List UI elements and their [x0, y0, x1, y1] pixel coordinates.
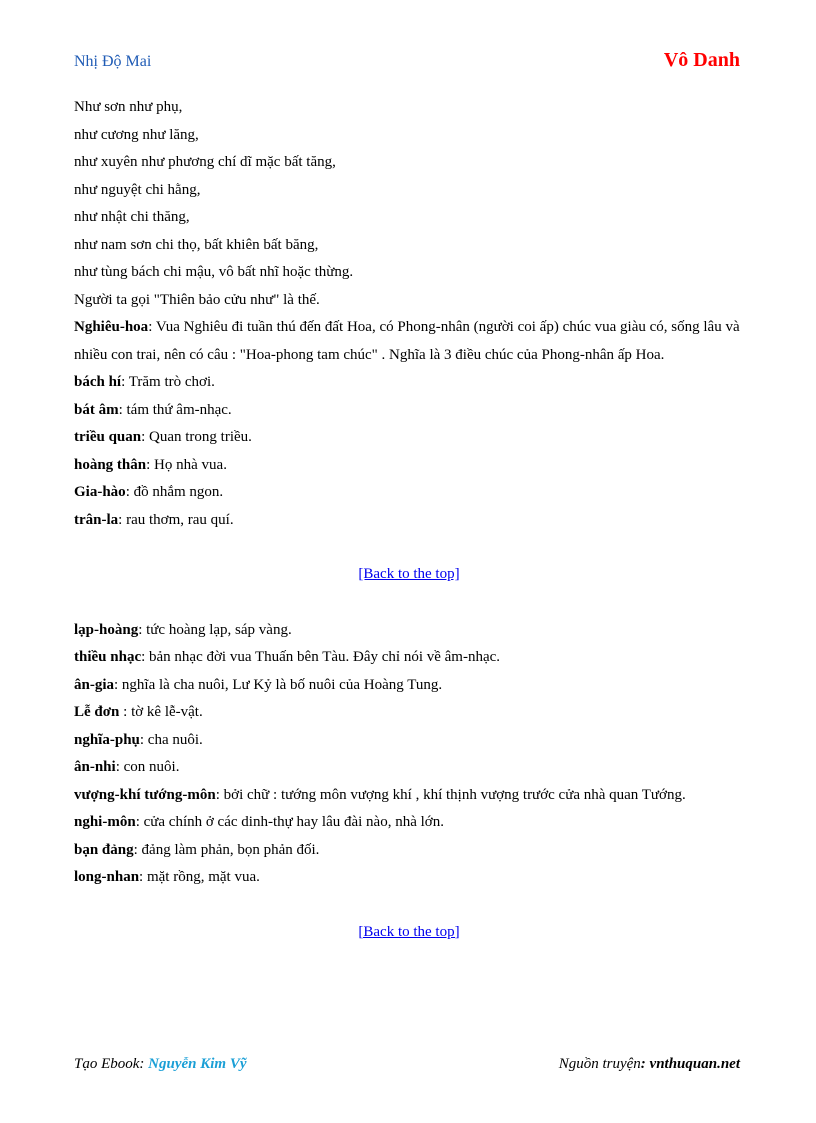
poem-line: như tùng bách chi mậu, vô bất nhĩ hoặc thừng.	[74, 264, 354, 280]
glossary-definition: : bởi chữ : tướng môn vượng khí , khí thịnh vượng trước cửa nhà quan Tướng.	[215, 786, 686, 803]
glossary-definition: : mặt rồng, mặt vua.	[139, 869, 260, 885]
glossary-entry	[74, 672, 744, 700]
poem-line: như nam sơn chi thọ, bất khiên bất băng,	[74, 236, 319, 253]
glossary-definition: : tờ kê lễ-vật.	[119, 704, 203, 720]
glossary-definition: : cửa chính ở các dinh-thự hay lâu đài nào, nhà lớn.	[135, 814, 444, 830]
glossary-term: ân-nhi	[74, 759, 116, 775]
glossary-entry	[74, 507, 744, 535]
glossary-definition: : cha nuôi.	[139, 731, 203, 748]
glossary-term: long-nhan	[74, 869, 140, 885]
glossary-term: ân-gia	[74, 676, 115, 693]
glossary-definition: : Vua Nghiêu đi tuần thú đến đất Hoa, có Phong-nhân (người coi ấp) chúc vua giàu có, sống lâu và nhiều con trai, nên có câu : "Hoa-phong tam chúc" . Nghĩa là 3 điều chúc của Phong-nhân ấp Hoa.	[74, 319, 740, 363]
glossary-entry	[74, 837, 744, 865]
glossary-entry	[74, 369, 744, 397]
glossary-definition: : Trăm trò chơi.	[121, 374, 215, 390]
back-to-top-container	[74, 919, 744, 947]
poem-line: như cương như lăng,	[74, 126, 199, 143]
footer-ebook-credit	[74, 1056, 247, 1073]
glossary-definition: : tám thứ âm-nhạc.	[118, 401, 232, 418]
glossary-term: Lễ đơn	[74, 704, 120, 720]
back-to-top-link[interactable]: [Back to the top]	[358, 923, 460, 940]
glossary-term: trân-la	[74, 511, 119, 528]
document-body	[74, 94, 744, 946]
footer-source-site: vnthuquan.net	[649, 1056, 740, 1072]
glossary-term: bát âm	[74, 401, 119, 418]
footer-source-credit	[559, 1056, 740, 1073]
glossary-term: bạn đảng	[74, 841, 134, 858]
glossary-entry	[74, 864, 744, 892]
footer-separator: :	[640, 1056, 650, 1072]
glossary-entry	[74, 727, 744, 755]
glossary-definition: : Quan trong triều.	[141, 429, 252, 445]
poem-line: Như sơn như phụ,	[74, 99, 183, 115]
glossary-definition: : bản nhạc đời vua Thuấn bên Tàu. Đây chỉ nói về âm-nhạc.	[141, 649, 501, 665]
back-to-top-link[interactable]: [Back to the top]	[358, 566, 460, 582]
glossary-entry	[74, 424, 744, 452]
glossary-term: Nghiêu-hoa	[74, 319, 149, 335]
glossary-entry	[74, 699, 744, 727]
glossary-entry	[74, 617, 744, 645]
header-book-title: Nhị Độ Mai	[74, 53, 152, 70]
glossary-term: lạp-hoàng	[74, 621, 139, 638]
glossary-definition: : đồ nhắm ngon.	[125, 484, 224, 500]
glossary-definition: : nghĩa là cha nuôi, Lư Kỷ là bố nuôi của Hoàng Tung.	[114, 676, 443, 693]
glossary-entry	[74, 397, 744, 425]
header-author: Vô Danh	[663, 49, 740, 71]
glossary-entry	[74, 314, 744, 369]
glossary-definition: : đảng làm phản, bọn phản đối.	[133, 841, 320, 858]
glossary-term: nghĩa-phụ	[74, 731, 140, 748]
glossary-section-2	[74, 617, 744, 892]
glossary-definition: : rau thơm, rau quí.	[118, 511, 234, 528]
footer-separator: :	[139, 1056, 149, 1072]
glossary-term: bách hí	[74, 374, 122, 390]
glossary-entry	[74, 479, 744, 507]
poem-line: Người ta gọi "Thiên bảo cửu như" là thế.	[74, 291, 320, 308]
back-to-top-container	[74, 561, 744, 589]
glossary-term: triều quan	[74, 429, 142, 445]
footer-ebook-label: Tạo Ebook	[74, 1056, 140, 1072]
glossary-definition: : tức hoàng lạp, sáp vàng.	[138, 621, 292, 638]
glossary-term: hoàng thân	[74, 456, 147, 473]
glossary-definition: : con nuôi.	[115, 759, 180, 775]
glossary-entry	[74, 754, 744, 782]
glossary-term: vượng-khí tướng-môn	[74, 786, 216, 803]
poem-line: như nguyệt chi hằng,	[74, 181, 201, 198]
glossary-entry	[74, 809, 744, 837]
glossary-entry	[74, 644, 744, 672]
glossary-entry	[74, 782, 744, 810]
footer-ebook-author: Nguyễn Kim Vỹ	[148, 1056, 247, 1072]
footer-source-label: Nguồn truyện	[558, 1056, 641, 1072]
glossary-term: thiều nhạc	[74, 649, 142, 665]
glossary-section-1	[74, 314, 744, 534]
poem-block	[74, 94, 744, 314]
poem-line: như nhật chi thăng,	[74, 209, 190, 225]
glossary-term: Gia-hào	[74, 484, 126, 500]
glossary-definition: : Họ nhà vua.	[146, 456, 227, 473]
glossary-entry	[74, 452, 744, 480]
glossary-term: nghi-môn	[74, 814, 136, 830]
poem-line: như xuyên như phương chí dĩ mặc bất tăng,	[74, 154, 336, 170]
